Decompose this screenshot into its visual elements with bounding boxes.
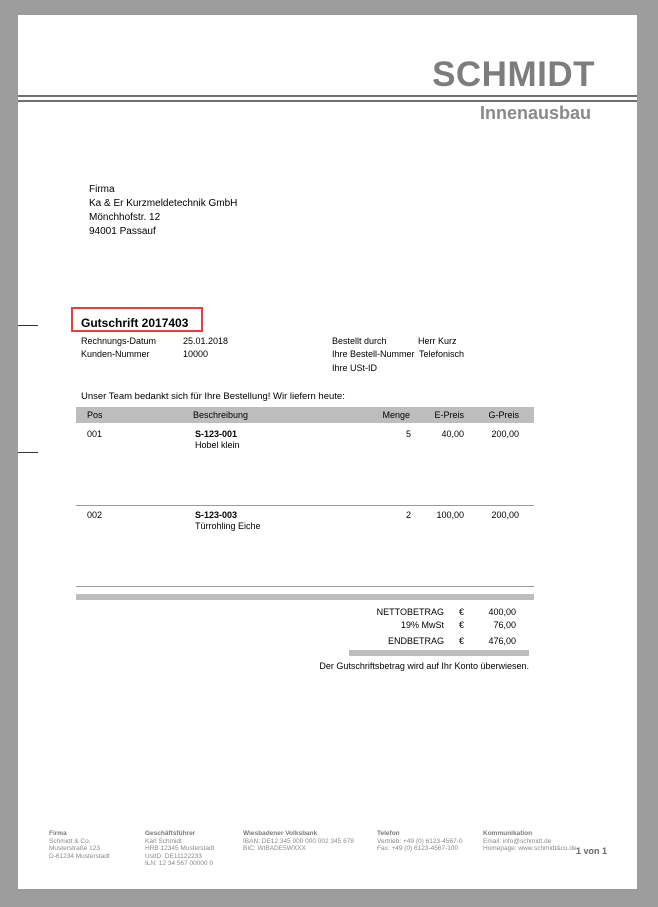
header-rule-bottom bbox=[18, 100, 637, 102]
row-divider bbox=[76, 505, 534, 506]
column-header-quantity: Menge bbox=[382, 410, 410, 420]
row-pos: 001 bbox=[87, 429, 103, 439]
document-title: Gutschrift 2017403 bbox=[81, 316, 189, 330]
vat-value: 76,00 bbox=[493, 620, 516, 630]
row-quantity: 2 bbox=[405, 510, 411, 520]
total-amount-label: ENDBETRAG bbox=[387, 636, 444, 646]
ordered-by-label: Bestellt durch bbox=[332, 336, 387, 346]
document-page bbox=[18, 15, 637, 889]
row-name: Türrohling Eiche bbox=[195, 521, 261, 531]
column-header-unit-price: E-Preis bbox=[434, 410, 464, 420]
footer-line: IBAN: DE12 345 000 000 002 345 678 bbox=[243, 837, 354, 845]
customer-number-value: 10000 bbox=[183, 349, 209, 359]
footer-company bbox=[49, 830, 110, 860]
ordered-by-value: Herr Kurz bbox=[418, 336, 457, 346]
row-total-price: 200,00 bbox=[491, 510, 519, 520]
footer-heading: Kommunikation bbox=[483, 830, 533, 837]
footer-management bbox=[145, 830, 214, 868]
footer-phone bbox=[377, 830, 462, 853]
column-header-description: Beschreibung bbox=[193, 410, 249, 420]
vat-label: 19% MwSt bbox=[400, 620, 444, 630]
address-line: Ka & Er Kurzmeldetechnik GmbH bbox=[89, 198, 238, 209]
footer-heading: Firma bbox=[49, 830, 67, 837]
row-sku: S-123-001 bbox=[195, 429, 238, 439]
order-number-label: Ihre Bestell-Nummer bbox=[332, 349, 415, 359]
company-tagline: Innenausbau bbox=[479, 103, 591, 123]
row-quantity: 5 bbox=[405, 429, 411, 439]
footer-heading: Geschäftsführer bbox=[145, 830, 196, 837]
refund-note: Der Gutschriftsbetrag wird auf Ihr Konto überwiesen. bbox=[319, 661, 529, 671]
row-name: Hobel klein bbox=[195, 440, 240, 450]
order-number-value: Telefonisch bbox=[419, 349, 465, 359]
column-header-pos: Pos bbox=[87, 410, 103, 420]
footer-line: Schmidt & Co. bbox=[49, 837, 91, 845]
header-rule-top bbox=[18, 95, 637, 97]
address-line: 94001 Passauf bbox=[89, 226, 156, 237]
footer-line: UstID: DE11122233 bbox=[145, 852, 202, 860]
vat-currency: € bbox=[459, 620, 465, 630]
footer-line: HRB 12345 Musterstadt bbox=[145, 845, 215, 852]
row-sku: S-123-003 bbox=[195, 510, 238, 520]
customer-number-label: Kunden-Nummer bbox=[81, 349, 150, 359]
address-line: Mönchhofstr. 12 bbox=[89, 212, 161, 223]
total-currency: € bbox=[459, 636, 465, 646]
total-amount-value: 476,00 bbox=[488, 636, 516, 646]
row-divider bbox=[76, 586, 534, 587]
company-logo: SCHMIDT bbox=[432, 55, 595, 94]
row-total-price: 200,00 bbox=[491, 429, 519, 439]
footer-heading: Telefon bbox=[377, 830, 400, 837]
footer-line: Fax: +49 (0) 6123-4567-100 bbox=[377, 845, 459, 852]
row-unit-price: 100,00 bbox=[436, 510, 464, 520]
row-pos: 002 bbox=[87, 510, 103, 520]
recipient-address bbox=[89, 183, 237, 239]
date-value: 25.01.2018 bbox=[183, 336, 229, 346]
net-amount-value: 400,00 bbox=[488, 607, 516, 617]
footer-line: Vertrieb: +49 (0) 6123-4567-0 bbox=[377, 837, 463, 845]
net-currency: € bbox=[459, 607, 465, 617]
address-line: Firma bbox=[89, 184, 115, 195]
footer-line: ILN: 12 34 567 00000 0 bbox=[145, 860, 213, 867]
fold-mark bbox=[18, 452, 38, 453]
page-number: 1 von 1 bbox=[575, 846, 607, 856]
totals-bar bbox=[349, 650, 529, 656]
table-header bbox=[76, 407, 534, 423]
net-amount-label: NETTOBETRAG bbox=[376, 607, 444, 617]
date-label: Rechnungs-Datum bbox=[81, 336, 157, 346]
footer-line: BIC: WIBADE5WXXX bbox=[243, 845, 306, 852]
footer-line: Homepage: www.schmidt&co.de bbox=[483, 845, 577, 852]
footer-heading: Wiesbadener Volksbank bbox=[243, 830, 318, 837]
fold-mark bbox=[18, 325, 38, 326]
table-footer-bar bbox=[76, 594, 534, 600]
footer-line: Email: info@schmidt.de bbox=[483, 837, 552, 845]
intro-text: Unser Team bedankt sich für Ihre Bestellung! Wir liefern heute: bbox=[81, 391, 345, 402]
column-header-total-price: G-Preis bbox=[488, 410, 519, 420]
footer-bank bbox=[243, 830, 354, 853]
footer-communication bbox=[483, 830, 577, 853]
row-unit-price: 40,00 bbox=[441, 429, 464, 439]
footer-line: Musterstraße 123 bbox=[49, 845, 100, 852]
footer-line: D-61234 Musterstadt bbox=[49, 852, 110, 860]
footer-line: Karl Schmidt bbox=[145, 837, 182, 845]
vat-id-label: Ihre USt-ID bbox=[332, 363, 378, 373]
